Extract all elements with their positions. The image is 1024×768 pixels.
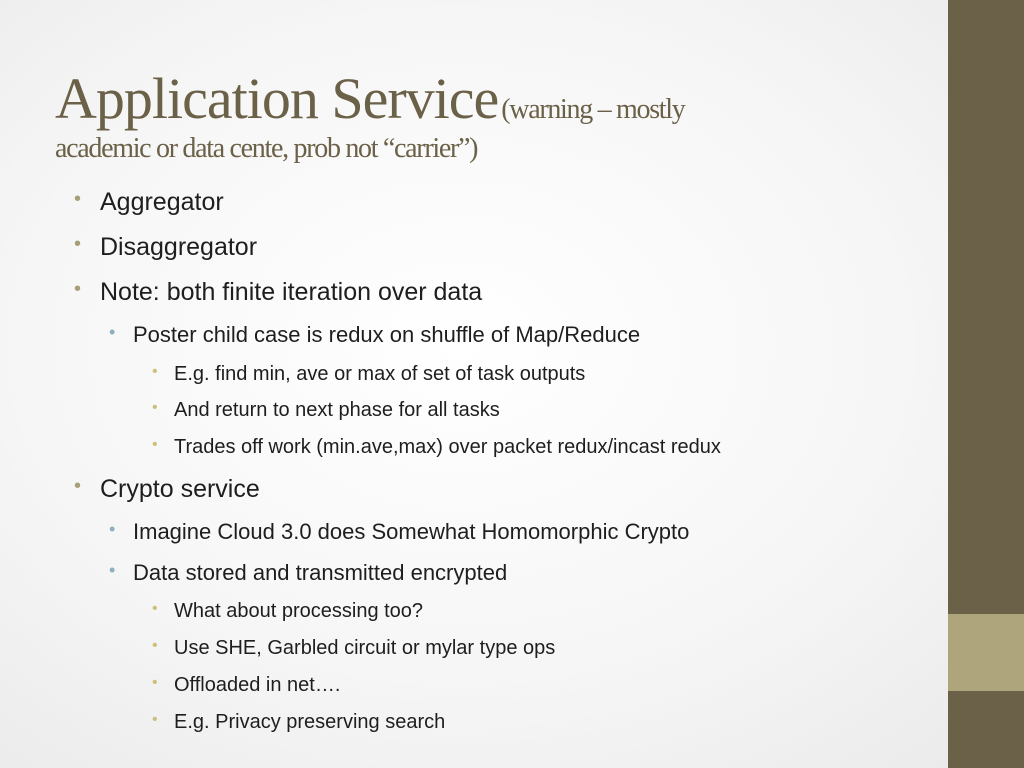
slide-subtitle-line1: (warning – mostly xyxy=(501,94,685,125)
bullet-text: Aggregator xyxy=(100,188,224,216)
bullet-dot-icon: • xyxy=(74,278,82,300)
bullet-item xyxy=(74,188,224,217)
bullet-text: E.g. find min, ave or max of set of task outputs xyxy=(174,363,586,385)
bullet-text: Use SHE, Garbled circuit or mylar type ops xyxy=(174,637,556,659)
bullet-item xyxy=(152,399,500,422)
bullet-dot-icon: • xyxy=(152,711,158,728)
bullet-dot-icon: • xyxy=(109,322,116,342)
bullet-dot-icon: • xyxy=(152,600,158,617)
side-decor-accent xyxy=(948,614,1024,691)
bullet-text: E.g. Privacy preserving search xyxy=(174,711,446,733)
bullet-text: What about processing too? xyxy=(174,600,424,622)
bullet-text: Crypto service xyxy=(100,475,260,503)
bullet-dot-icon: • xyxy=(109,560,116,580)
bullet-item xyxy=(152,363,586,386)
bullet-dot-icon: • xyxy=(152,637,158,654)
slide-title-main: Application Service xyxy=(55,66,499,131)
bullet-item xyxy=(152,600,424,623)
bullet-item xyxy=(74,475,260,504)
bullet-text: Disaggregator xyxy=(100,233,258,261)
bullet-text: Offloaded in net…. xyxy=(174,674,341,696)
bullet-item xyxy=(74,233,258,262)
bullet-dot-icon: • xyxy=(74,188,82,210)
bullet-item xyxy=(109,519,690,545)
bullet-dot-icon: • xyxy=(74,233,82,255)
bullet-item xyxy=(152,711,446,734)
bullet-dot-icon: • xyxy=(152,436,158,453)
bullet-dot-icon: • xyxy=(152,674,158,691)
bullet-dot-icon: • xyxy=(152,399,158,416)
bullet-item xyxy=(152,674,341,697)
slide-subtitle-line2: academic or data cente, prob not “carrier”) xyxy=(55,133,478,164)
bullet-item xyxy=(152,637,556,660)
bullet-item xyxy=(152,436,721,459)
bullet-text: Trades off work (min.ave,max) over packet redux/incast redux xyxy=(174,436,721,458)
bullet-item xyxy=(74,278,483,307)
bullet-dot-icon: • xyxy=(152,363,158,380)
bullet-dot-icon: • xyxy=(74,475,82,497)
bullet-text: Imagine Cloud 3.0 does Somewhat Homomorphic Crypto xyxy=(133,519,690,544)
bullet-item xyxy=(109,560,508,586)
bullet-item xyxy=(109,322,641,348)
bullet-text: And return to next phase for all tasks xyxy=(174,399,500,421)
bullet-text: Poster child case is redux on shuffle of Map/Reduce xyxy=(133,322,641,347)
bullet-dot-icon: • xyxy=(109,519,116,539)
bullet-text: Note: both finite iteration over data xyxy=(100,278,483,306)
bullet-text: Data stored and transmitted encrypted xyxy=(133,560,508,585)
